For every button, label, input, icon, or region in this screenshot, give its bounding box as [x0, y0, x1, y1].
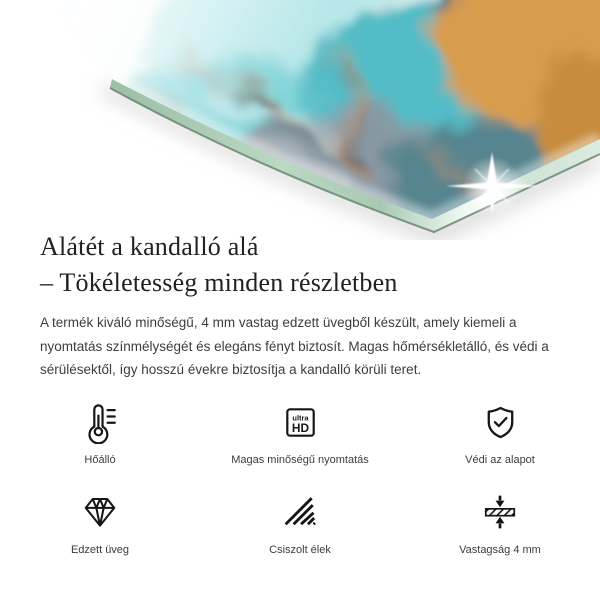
ultra-hd-text-bottom: HD [291, 420, 309, 435]
product-image [0, 0, 600, 240]
feature-label: Csiszolt élek [269, 544, 331, 556]
shield-check-icon [482, 403, 519, 442]
thickness-compress-icon [481, 493, 519, 531]
page-title [40, 229, 398, 301]
feature-label: Hőálló [84, 454, 116, 466]
feature-heat-resistant [0, 399, 200, 467]
ultra-hd-text-top: ultra [291, 413, 309, 423]
feature-print-quality [200, 399, 400, 467]
feature-label: Védi az alapot [465, 454, 535, 466]
features-grid [0, 399, 600, 557]
thermometer-icon [81, 400, 119, 444]
ultra-hd-icon [284, 406, 317, 439]
product-description: A termék kiváló minőségű, 4 mm vastag edzett üvegből készült, amely kiemeli a nyomtatás színmélységét és elegáns fényt biztosít. Magas hőmérsékletálló, és védi a sérülésektől, így hosszú évekre biztosítja a kandalló körüli teret. [40, 315, 549, 377]
polished-edges-icon [282, 495, 318, 529]
feature-label: Magas minőségű nyomtatás [231, 454, 369, 466]
feature-label: Vastagság 4 mm [459, 544, 541, 556]
feature-polished-edges [200, 489, 400, 557]
feature-label: Edzett üveg [70, 544, 130, 556]
feature-protects-base [400, 399, 600, 467]
page-title-line2: – Tökéletesség minden részletben [40, 268, 398, 297]
page-title-line1: Alátét a kandalló alá [40, 232, 259, 261]
feature-tempered-glass [0, 489, 200, 557]
diamond-icon [79, 493, 121, 531]
feature-thickness [400, 489, 600, 557]
